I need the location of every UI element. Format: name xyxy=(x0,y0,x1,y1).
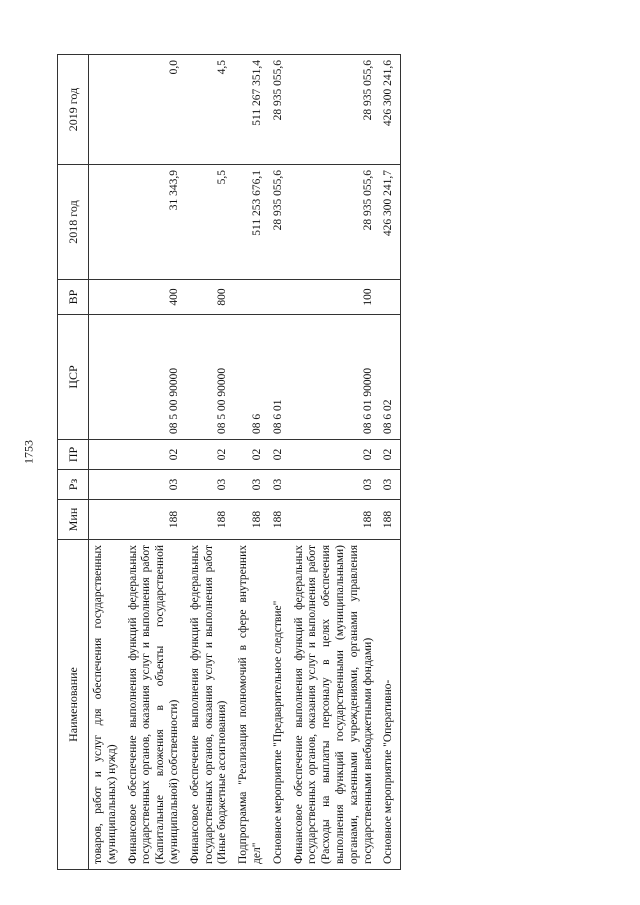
row-2019: 426 300 241,6 xyxy=(379,55,400,165)
row-2018: 28 935 055,6 xyxy=(290,165,380,280)
table-row xyxy=(379,55,400,870)
table-row xyxy=(89,55,124,870)
row-name: Финансовое обеспечение выполнения функций федеральных государственных органов, оказания услуг и выполнения работ (Расходы на выплаты персоналу в целях обеспечения выполнения функций государственными (муниципальными) органами, казенными учреждениями, органами управления государственными внебюджетными фондами) xyxy=(290,540,380,870)
row-rz xyxy=(89,470,124,500)
row-min: 188 xyxy=(186,500,234,540)
budget-table-sheet xyxy=(57,55,612,870)
row-csr: 08 5 00 90000 xyxy=(186,315,234,440)
row-name: товаров, работ и услуг для обеспечения государственных (муниципальных) нужд) xyxy=(89,540,124,870)
row-2019: 511 267 351,4 xyxy=(234,55,269,165)
row-2019 xyxy=(89,55,124,165)
row-pr: 02 xyxy=(269,440,290,470)
row-rz: 03 xyxy=(234,470,269,500)
row-min: 188 xyxy=(124,500,186,540)
row-min: 188 xyxy=(379,500,400,540)
row-2018 xyxy=(89,165,124,280)
row-2018: 511 253 676,1 xyxy=(234,165,269,280)
row-rz: 03 xyxy=(186,470,234,500)
row-min: 188 xyxy=(234,500,269,540)
col-header-name: Наименование xyxy=(58,540,89,870)
row-rz: 03 xyxy=(379,470,400,500)
row-2019: 0,0 xyxy=(124,55,186,165)
row-min: 188 xyxy=(290,500,380,540)
row-pr: 02 xyxy=(124,440,186,470)
row-2018: 28 935 055,6 xyxy=(269,165,290,280)
table-row xyxy=(234,55,269,870)
row-2018: 426 300 241,7 xyxy=(379,165,400,280)
row-pr: 02 xyxy=(379,440,400,470)
row-2019: 4,5 xyxy=(186,55,234,165)
row-2019: 28 935 055,6 xyxy=(290,55,380,165)
budget-table xyxy=(57,54,401,870)
table-row xyxy=(186,55,234,870)
row-name: Основное мероприятие "Предварительное следствие" xyxy=(269,540,290,870)
row-vr: 400 xyxy=(124,280,186,315)
row-csr: 08 6 xyxy=(234,315,269,440)
row-csr: 08 5 00 90000 xyxy=(124,315,186,440)
row-vr xyxy=(269,280,290,315)
row-vr xyxy=(379,280,400,315)
col-header-csr: ЦСР xyxy=(58,315,89,440)
row-csr: 08 6 01 xyxy=(269,315,290,440)
row-2018: 5,5 xyxy=(186,165,234,280)
row-pr: 02 xyxy=(186,440,234,470)
row-csr xyxy=(89,315,124,440)
row-vr: 100 xyxy=(290,280,380,315)
row-2019: 28 935 055,6 xyxy=(269,55,290,165)
row-vr xyxy=(89,280,124,315)
row-name: Подпрограмма "Реализация полномочий в сфере внутренних дел" xyxy=(234,540,269,870)
table-header-row xyxy=(58,55,89,870)
row-vr xyxy=(234,280,269,315)
row-min xyxy=(89,500,124,540)
table-row xyxy=(124,55,186,870)
page-number-text: 1753 xyxy=(21,440,36,464)
row-rz: 03 xyxy=(290,470,380,500)
row-pr: 02 xyxy=(234,440,269,470)
row-csr: 08 6 02 xyxy=(379,315,400,440)
col-header-2018: 2018 год xyxy=(58,165,89,280)
col-header-pr: ПР xyxy=(58,440,89,470)
row-rz: 03 xyxy=(269,470,290,500)
row-name: Основное мероприятие "Оперативно- xyxy=(379,540,400,870)
row-rz: 03 xyxy=(124,470,186,500)
row-2018: 31 343,9 xyxy=(124,165,186,280)
col-header-rz: Рз xyxy=(58,470,89,500)
table-row xyxy=(269,55,290,870)
row-name: Финансовое обеспечение выполнения функций федеральных государственных органов, оказания услуг и выполнения работ (Иные бюджетные ассигнования) xyxy=(186,540,234,870)
table-row xyxy=(290,55,380,870)
row-pr: 02 xyxy=(290,440,380,470)
row-name: Финансовое обеспечение выполнения функций федеральных государственных органов, оказания услуг и выполнения работ (Капитальные вложения в объекты государственной (муниципальной) собственности) xyxy=(124,540,186,870)
row-pr xyxy=(89,440,124,470)
col-header-min: Мин xyxy=(58,500,89,540)
row-csr: 08 6 01 90000 xyxy=(290,315,380,440)
row-min: 188 xyxy=(269,500,290,540)
col-header-vr: ВР xyxy=(58,280,89,315)
col-header-2019: 2019 год xyxy=(58,55,89,165)
row-vr: 800 xyxy=(186,280,234,315)
